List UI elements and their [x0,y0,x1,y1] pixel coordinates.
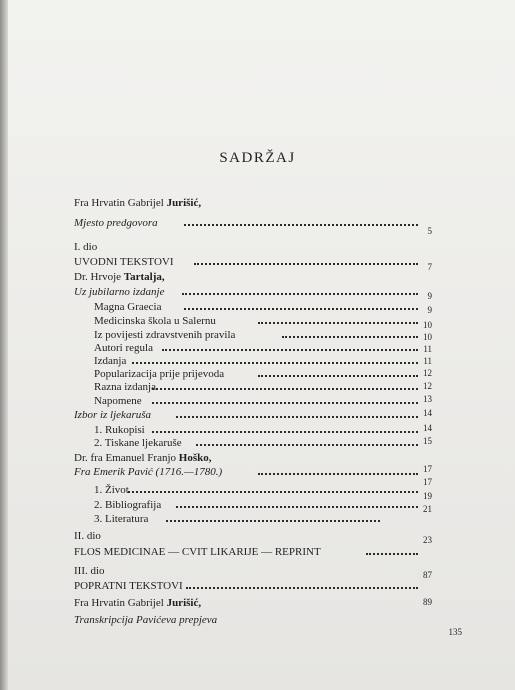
toc-entry [74,597,440,609]
leader-dots [152,429,418,433]
toc-entry-text: Uz jubilarno izdanje [74,286,165,298]
toc-entry [94,301,440,313]
leader-dots [366,551,418,555]
leader-dots [128,489,418,493]
toc-page-number: 89 [423,597,432,607]
toc-entry [94,484,440,496]
toc-entry-text: Magna Graecia [94,301,162,313]
toc-page-number: 87 [423,570,432,580]
leader-dots [176,504,418,508]
toc-entry-text: Transkripcija Pavićeva prepjeva [74,614,218,626]
toc-page-number: 9 [427,291,432,301]
toc-entry [94,342,440,354]
toc-entry-text: Fra Hrvatin Gabrijel Jurišić, [74,197,202,209]
toc-page-number: 10 [423,332,432,342]
toc-page-number: 10 [423,320,432,330]
toc-page-number: 11 [423,356,432,366]
toc-page-number: 19 [423,491,432,501]
toc-page-number: 5 [427,226,432,236]
toc-page-number: 11 [423,344,432,354]
toc-entry [74,530,440,542]
toc-entry [94,424,440,436]
page-number: 135 [448,627,462,637]
toc-entry [94,499,440,511]
toc-page-number: 21 [423,504,432,514]
toc-entry-text: 3. Literatura [94,513,149,525]
leader-dots [182,291,418,295]
toc-entry [94,513,440,525]
toc-entry-text: Dr. Hrvoje Tartalja, [74,271,165,283]
toc-entry-text: 1. Život [94,484,129,496]
leader-dots [184,222,418,226]
leader-dots [186,585,418,589]
leader-dots [258,373,418,377]
toc-entry [74,271,440,283]
leader-dots [176,414,418,418]
leader-dots [162,347,418,351]
leader-dots [132,360,418,364]
toc-page-number: 7 [427,262,432,272]
toc-entry-text: Fra Hrvatin Gabrijel Jurišić, [74,597,202,609]
leader-dots [258,320,418,324]
toc-entry-text: 1. Rukopisi [94,424,145,436]
leader-dots [196,442,418,446]
toc-entry-text: I. dio [74,241,98,253]
leader-dots [282,334,418,338]
toc-entry [94,395,440,407]
author-surname: Jurišić, [166,197,202,209]
toc-page-number: 14 [423,408,432,418]
page-title: SADRŽAJ [219,150,296,166]
toc-entry [74,546,440,558]
toc-entry-text: 2. Tiskane ljekaruše [94,437,182,449]
toc-entry [94,329,440,341]
toc-entry-text: Napomene [94,395,142,407]
leader-dots [184,306,418,310]
leader-dots [258,471,418,475]
toc-entry-text: UVODNI TEKSTOVI [74,256,174,268]
toc-entry [94,315,440,327]
leader-dots [152,400,418,404]
toc-entry-text: Fra Emerik Pavić (1716.—1780.) [74,466,223,478]
toc-entry [74,241,440,253]
toc-entry-text: Razna izdanja [94,381,156,393]
toc-entry [94,437,440,449]
author-surname: Jurišić, [166,597,202,609]
toc-entry [94,355,440,367]
toc-entry [74,409,440,421]
toc-entry-text: Iz povijesti zdravstvenih pravila [94,329,236,341]
toc-entry [74,614,440,626]
toc-page-number: 12 [423,368,432,378]
toc-page-number: 23 [423,535,432,545]
toc-entry-text: Medicinska škola u Salernu [94,315,216,327]
toc-page-number: 12 [423,381,432,391]
toc-entry-text: Dr. fra Emanuel Franjo Hoško, [74,452,212,464]
toc-page-number: 17 [423,477,432,487]
toc-page-number: 15 [423,436,432,446]
toc-entry-text: III. dio [74,565,105,577]
author-surname: Hoško, [178,452,212,464]
toc-entry [94,381,440,393]
toc-entry [74,580,440,592]
toc-page-number: 14 [423,423,432,433]
toc-entry-text: II. dio [74,530,101,542]
toc-entry [74,565,440,577]
toc-entry [94,368,440,380]
toc-entry-text: Autori regula [94,342,153,354]
toc-entry-text: FLOS MEDICINAE — CVIT LIKARIJE — REPRINT [74,546,321,558]
author-surname: Tartalja, [123,271,165,283]
toc-entry [74,256,440,268]
leader-dots [194,261,418,265]
leader-dots [166,518,380,522]
toc-entry [74,466,440,478]
toc-entry-text: Izdanja [94,355,127,367]
toc-entry-text: Mjesto predgovora [74,217,158,229]
toc-entry-text: POPRATNI TEKSTOVI [74,580,183,592]
leader-dots [152,386,418,390]
toc-page-number: 13 [423,394,432,404]
toc-entry [74,286,440,298]
toc-entry [74,452,440,464]
toc-entry [74,197,440,209]
toc-page-number: 9 [427,305,432,315]
toc-entry-text: Popularizacija prije prijevoda [94,368,225,380]
toc-entry-text: 2. Bibliografija [94,499,162,511]
toc-entry [74,217,440,229]
toc-entry-text: Izbor iz ljekaruša [74,409,151,421]
toc-page-number: 17 [423,464,432,474]
